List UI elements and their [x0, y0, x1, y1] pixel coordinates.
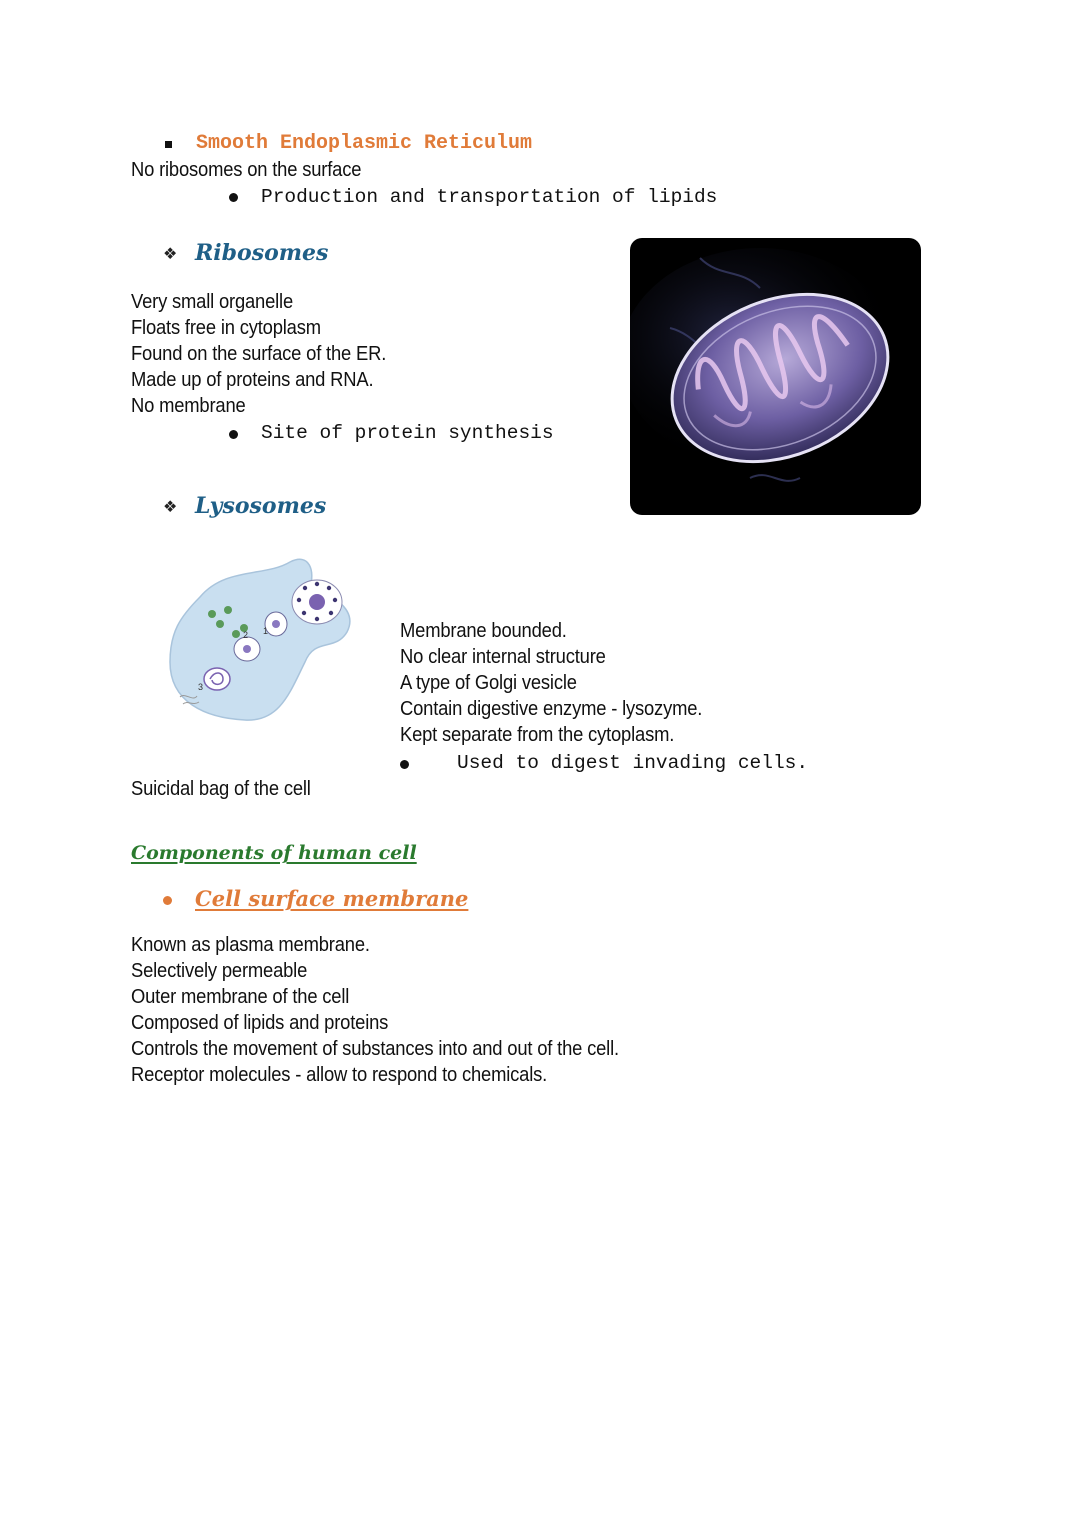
mitochondrion-image	[630, 238, 921, 515]
lysosomes-caption: Suicidal bag of the cell	[131, 778, 311, 800]
components-heading: Components of human cell	[131, 842, 417, 864]
lysosomes-line: A type of Golgi vesicle	[400, 672, 577, 694]
ribosomes-line: Floats free in cytoplasm	[131, 317, 321, 339]
diagram-label: 3	[198, 682, 204, 692]
lysosome-diagram	[165, 552, 360, 724]
components-line: Outer membrane of the cell	[131, 986, 350, 1008]
lysosomes-line: Membrane bounded.	[400, 620, 567, 642]
lysosomes-heading: Lysosomes	[195, 493, 327, 519]
components-line: Known as plasma membrane.	[131, 934, 370, 956]
ser-line: No ribosomes on the surface	[131, 159, 362, 181]
square-bullet-icon	[165, 141, 172, 148]
ribosomes-line: Very small organelle	[131, 291, 294, 313]
ribosomes-heading: Ribosomes	[195, 240, 329, 266]
bullet-dot-icon	[400, 760, 409, 769]
ribosomes-line: Made up of proteins and RNA.	[131, 369, 374, 391]
diamond-bullet-icon: ❖	[163, 497, 178, 516]
components-line: Controls the movement of substances into and out of the cell.	[131, 1038, 619, 1060]
lysosomes-line: Kept separate from the cytoplasm.	[400, 724, 675, 746]
components-line: Composed of lipids and proteins	[131, 1012, 389, 1034]
ribosomes-line: No membrane	[131, 395, 246, 417]
bullet-dot-icon	[163, 896, 172, 905]
bullet-dot-icon	[229, 430, 238, 439]
cell-membrane-subheading: Cell surface membrane	[195, 886, 469, 911]
mitochondrion-illustration	[630, 238, 921, 515]
lysosomes-bullet: Used to digest invading cells.	[457, 752, 809, 774]
ser-heading: Smooth Endoplasmic Reticulum	[196, 132, 533, 155]
diagram-label: 2	[243, 630, 249, 640]
components-line: Receptor molecules - allow to respond to chemicals.	[131, 1064, 548, 1086]
diamond-bullet-icon: ❖	[163, 244, 178, 263]
ribosomes-line: Found on the surface of the ER.	[131, 343, 387, 365]
lysosomes-line: No clear internal structure	[400, 646, 606, 668]
components-line: Selectively permeable	[131, 960, 308, 982]
ribosomes-bullet: Site of protein synthesis	[261, 422, 554, 444]
lysosomes-line: Contain digestive enzyme - lysozyme.	[400, 698, 703, 720]
ser-bullet: Production and transportation of lipids	[261, 186, 718, 208]
bullet-dot-icon	[229, 193, 238, 202]
diagram-label: 1	[263, 626, 269, 636]
